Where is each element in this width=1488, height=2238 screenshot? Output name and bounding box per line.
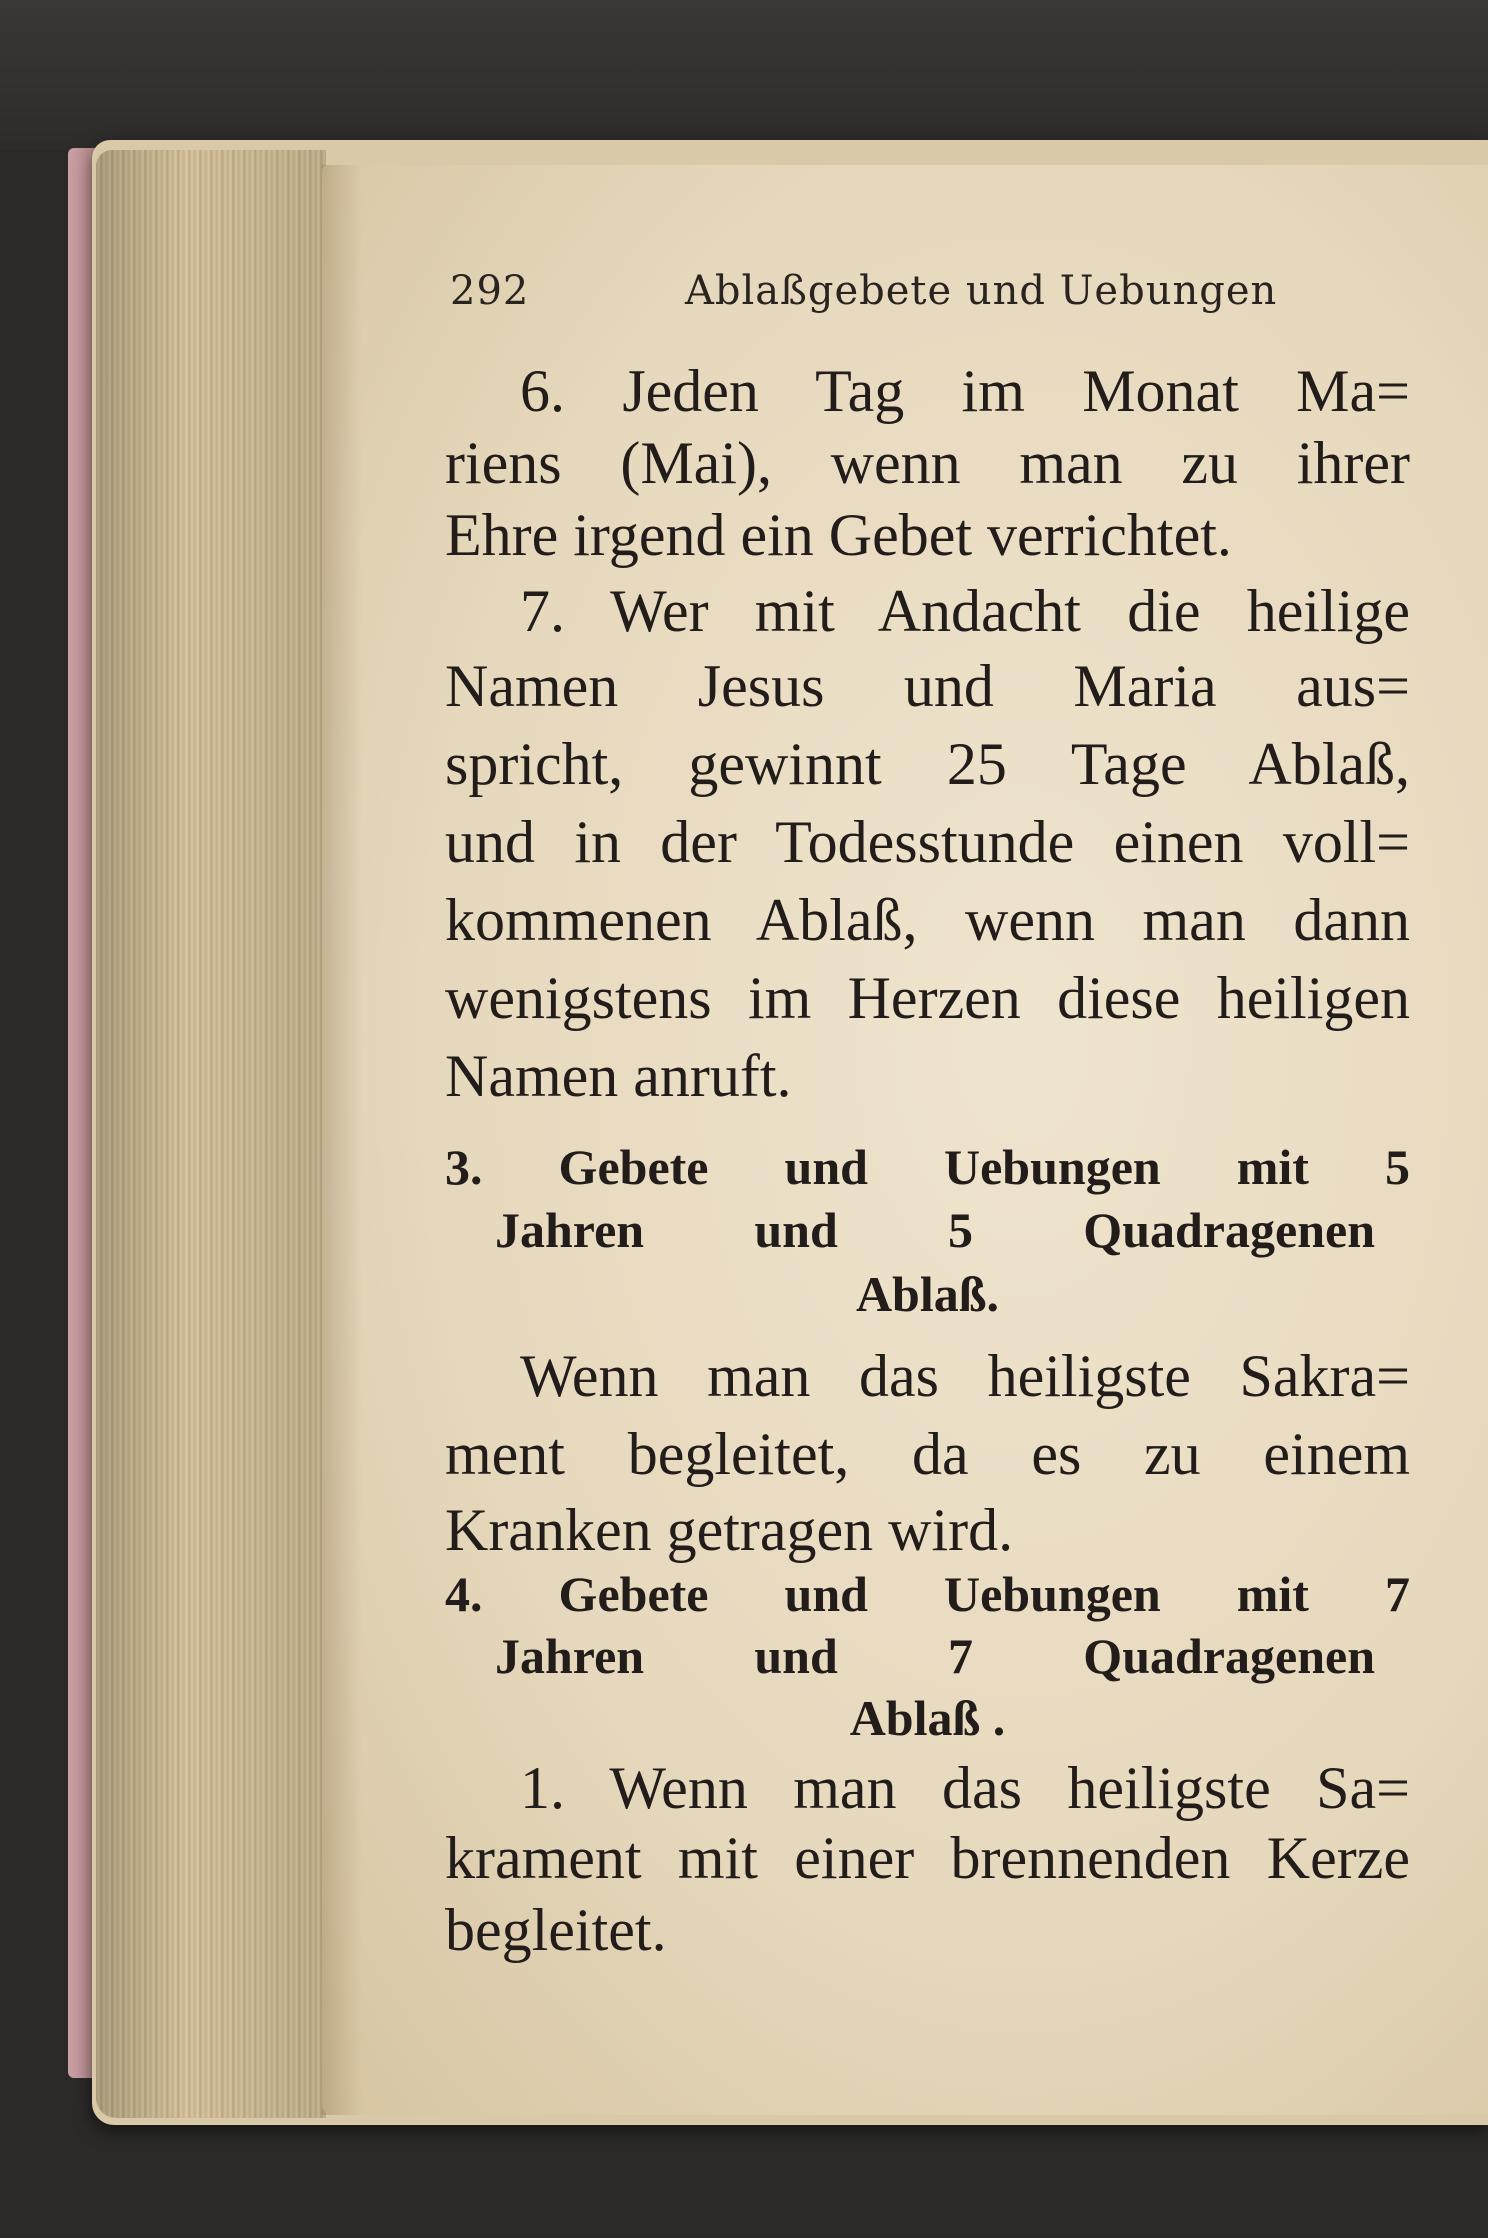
item-7-line-5: kommenen Ablaß, wenn man dann — [445, 887, 1410, 953]
section-3-body-line-1: Wenn man das heiligste Sakra= — [520, 1343, 1410, 1409]
item-7-line-3: spricht, gewinnt 25 Tage Ablaß, — [445, 731, 1410, 797]
section-3-heading-line-3: Ablaß. — [855, 1266, 1000, 1322]
section-4-body-line-3: begleitet. — [445, 1897, 667, 1963]
photo-backdrop — [0, 0, 1488, 150]
item-7-line-7: Namen anruft. — [445, 1043, 792, 1109]
section-4-heading-line-3: Ablaß . — [849, 1690, 1006, 1746]
page-header — [450, 268, 1450, 318]
page-edges-shadow — [96, 150, 326, 2118]
section-4-heading-line-1: 4. Gebete und Uebungen mit 7 — [445, 1566, 1410, 1622]
section-4-body-line-1: 1. Wenn man das heiligste Sa= — [520, 1755, 1410, 1821]
page-number: 292 — [450, 268, 530, 314]
item-7-line-6: wenigstens im Herzen diese heiligen — [445, 965, 1410, 1031]
item-6-line-2: riens (Mai), wenn man zu ihrer — [445, 430, 1410, 496]
item-7-line-2: Namen Jesus und Maria aus= — [445, 653, 1410, 719]
section-3-heading-line-1: 3. Gebete und Uebungen mit 5 — [445, 1139, 1410, 1195]
section-4-body-line-2: krament mit einer brennenden Kerze — [445, 1825, 1410, 1891]
item-7-line-1: 7. Wer mit Andacht die heilige — [520, 578, 1410, 644]
section-3-body-line-3: Kranken getragen wird. — [445, 1497, 1014, 1563]
item-6-line-1: 6. Jeden Tag im Monat Ma= — [520, 358, 1410, 424]
item-7-line-4: und in der Todesstunde einen voll= — [445, 809, 1410, 875]
item-6-line-3: Ehre irgend ein Gebet verrichtet. — [445, 502, 1232, 568]
section-3-heading-line-2: Jahren und 5 Quadragenen — [495, 1202, 1375, 1258]
running-head: Ablaßgebete und Uebungen — [685, 268, 1278, 314]
section-3-body-line-2: ment begleitet, da es zu einem — [445, 1421, 1410, 1487]
section-4-heading-line-2: Jahren und 7 Quadragenen — [495, 1628, 1375, 1684]
